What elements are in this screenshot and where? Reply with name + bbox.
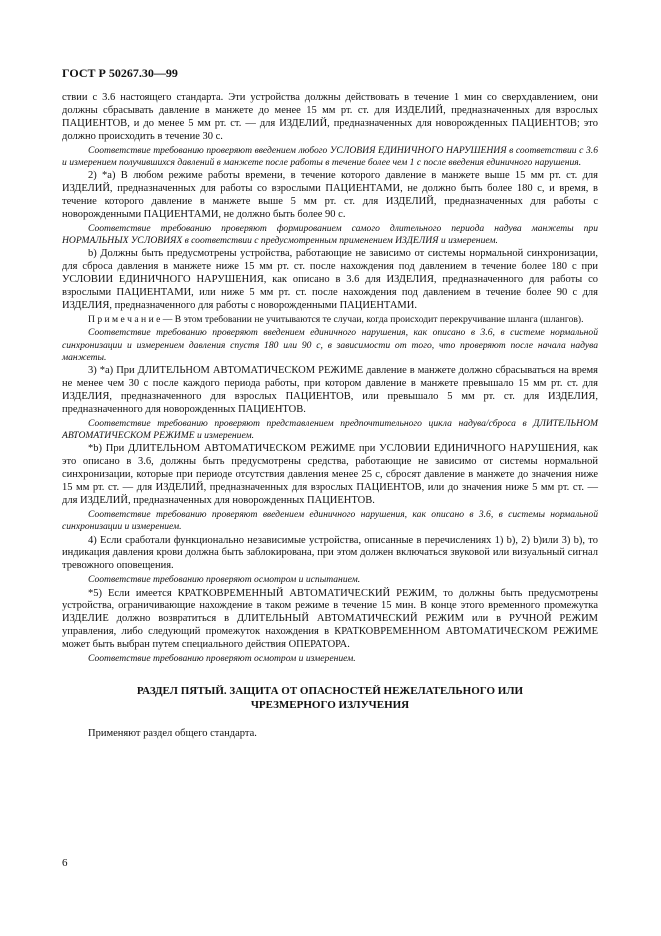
- compliance-note: Соответствие требованию проверяют введением единичного нарушения, как описано в 3.6, в системы нормальной синхронизации и измерением.: [62, 508, 598, 533]
- compliance-note: Соответствие требованию проверяют осмотром и измерением.: [88, 653, 356, 665]
- page-body: [62, 92, 598, 742]
- requirement-paragraph: 2) *а) В любом режиме работы времени, в течение которого давление в манжете выше 15 мм рт. ст. для ИЗДЕЛИЙ, предназначенных для работы со взрослыми ПАЦИЕНТАМИ, не должно быть более 180 с, и время, в течение которого давление в манжете выше 5 мм рт. ст. для ИЗДЕЛИЙ, предназначенных для работы с новорожденными ПАЦИЕНТАМИ, не должно быть более 90 с.: [62, 170, 598, 220]
- requirement-paragraph: b) Должны быть предусмотрены устройства, работающие не зависимо от системы нормальной синхронизации, для сброса давления в манжете ниже 15 мм рт. ст. после нахождения под давлением в течение более 180 с при УСЛОВИИ ЕДИНИЧНОГО НАРУШЕНИЯ, как описано в 3.6 для ИЗДЕЛИЯ, предназначенного для работы со взрослыми ПАЦИЕНТАМИ, или ниже 5 мм рт. ст. после нахождения под давлением в течение более 90 с для ИЗДЕЛИЯ, предназначенного для работы с новорожденными ПАЦИЕНТАМИ.: [62, 248, 598, 312]
- requirement-paragraph: *b) При ДЛИТЕЛЬНОМ АВТОМАТИЧЕСКОМ РЕЖИМЕ при УСЛОВИИ ЕДИНИЧНОГО НАРУШЕНИЯ, как это описано в 3.6, должны быть предусмотрены средства, работающие не зависимо от системы нормальной синхронизации, которые при периоде отсутствия давления менее 25 с, сбросят давление в манжете до значения ниже 15 мм рт. ст. — для ИЗДЕЛИЙ, предназначенных для взрослых ПАЦИЕНТОВ, или до значения ниже 5 мм рт. ст. — для ИЗДЕЛИЙ, предназначенных для новорожденных ПАЦИЕНТОВ.: [62, 443, 598, 506]
- requirement-paragraph: 4) Если сработали функционально независимые устройства, описанные в перечислениях 1) b), 2) b)или 3) b), то индикация давления крови должна быть заблокирована, при этом должен включаться звуковой или визуальный сигнал тревожного оповещения.: [62, 534, 598, 572]
- section-text: Применяют раздел общего стандарта.: [88, 728, 257, 740]
- requirement-paragraph: *5) Если имеется КРАТКОВРЕМЕННЫЙ АВТОМАТИЧЕСКИЙ РЕЖИМ, то должны быть предусмотрены устройства, ограничивающие нахождение в таком режиме в течение 15 мин. В конце этого временного промежутка ИЗДЕЛИЕ должно возвратиться в ДЛИТЕЛЬНЫЙ АВТОМАТИЧЕСКИЙ РЕЖИМ или в РУЧНОЙ РЕЖИМ управления, либо следующий промежуток нахождения в КРАТКОВРЕМЕННОМ АВТОМАТИЧЕСКОМ РЕЖИМЕ может быть выбран путем специального действия ОПЕРАТОРА.: [62, 587, 598, 651]
- document-header: ГОСТ Р 50267.30—99: [62, 66, 178, 80]
- page-number: 6: [62, 857, 68, 869]
- compliance-note: Соответствие требованию проверяют введением любого УСЛОВИЯ ЕДИНИЧНОГО НАРУШЕНИЯ в соответствии с 3.6 и измерением получившихся давлений в манжете после работы в течение более чем 1 с после введения единичного нарушения.: [62, 144, 598, 168]
- paragraph-continuation: ствии с 3.6 настоящего стандарта. Эти устройства должны действовать в течение 1 мин со сверхдавлением, они должны сбрасывать давление в манжете до менее 15 мм рт. ст. для ИЗДЕЛИЙ, предназначенных для взрослых ПАЦИЕНТОВ, и до менее 5 мм рт. ст. — для ИЗДЕЛИЙ, предназначенных для новорожденных ПАЦИЕНТОВ; это должно происходить в течение 30 с.: [62, 92, 598, 142]
- requirement-paragraph: 3) *а) При ДЛИТЕЛЬНОМ АВТОМАТИЧЕСКОМ РЕЖИМЕ давление в манжете должно сбрасываться на время не менее чем 30 с после каждого периода работы, при котором давление в манжете превышало 15 мм рт. ст. для ИЗДЕЛИЯ, предназначенного для взрослых ПАЦИЕНТОВ, или превышало 5 мм рт. ст. для ИЗДЕЛИЯ, предназначенного для новорожденных ПАЦИЕНТОВ.: [62, 365, 598, 415]
- compliance-note: Соответствие требованию проверяют осмотром и испытанием.: [88, 574, 361, 586]
- compliance-note: Соответствие требованию проверяют введением единичного нарушения, как описано в 3.6, в системе нормальной синхронизации и измерением давления спустя 180 или 90 с, в зависимости от того, что проверяют после начала надува манжеты.: [62, 327, 598, 363]
- note-paragraph: П р и м е ч а н и е — В этом требовании не учитываются те случаи, когда происходит перекручивание шланга (шлангов).: [88, 313, 584, 325]
- section-heading: РАЗДЕЛ ПЯТЫЙ. ЗАЩИТА ОТ ОПАСНОСТЕЙ НЕЖЕЛАТЕЛЬНОГО ИЛИ ЧРЕЗМЕРНОГО ИЗЛУЧЕНИЯ: [136, 685, 524, 711]
- compliance-note: Соответствие требованию проверяют представлением предпочтительного цикла надува/сброса в ДЛИТЕЛЬНОМ АВТОМАТИЧЕСКОМ РЕЖИМЕ и измерением.: [62, 417, 598, 442]
- compliance-note: Соответствие требованию проверяют формированием самого длительного периода надува манжеты при НОРМАЛЬНЫХ УСЛОВИЯХ в соответствии с предусмотренным применением ИЗДЕЛИЯ и измерением.: [62, 222, 598, 247]
